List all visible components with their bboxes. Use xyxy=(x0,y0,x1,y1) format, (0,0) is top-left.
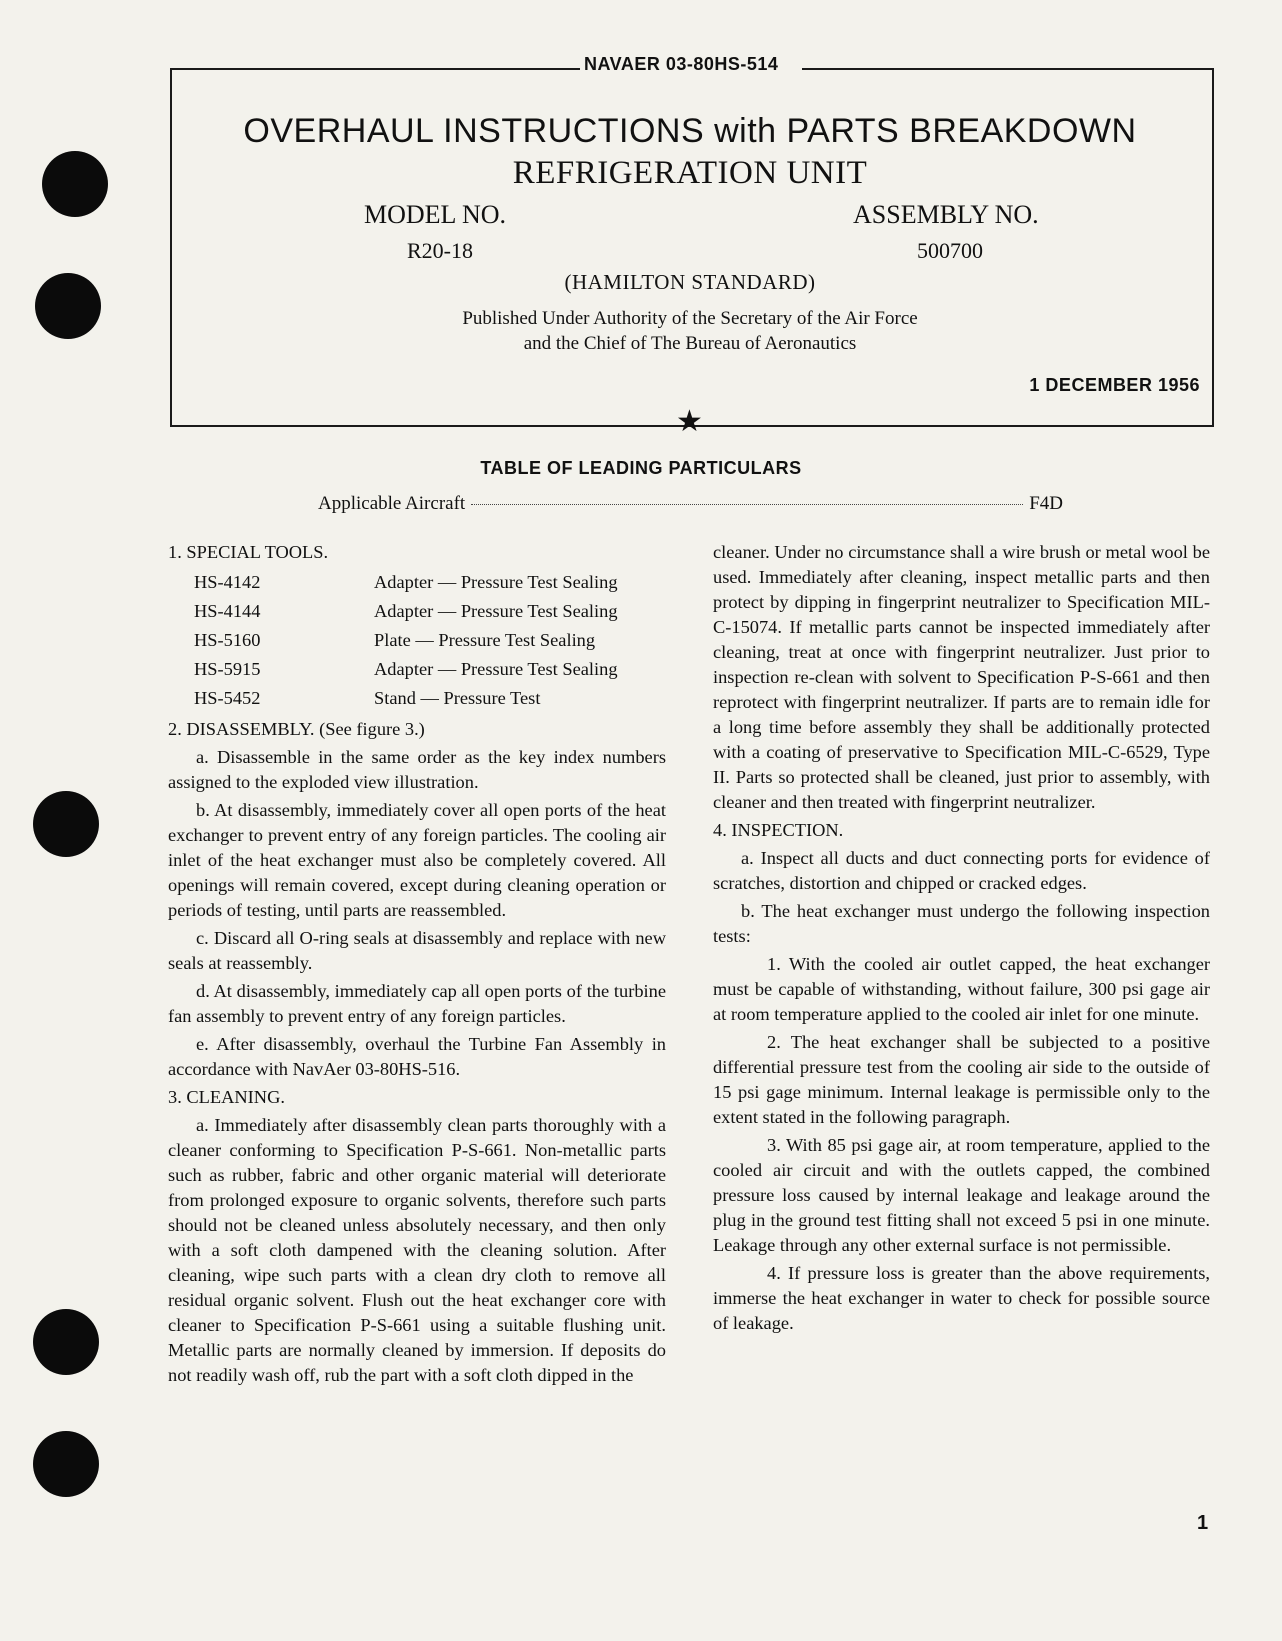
star-icon: ★ xyxy=(676,405,703,438)
right-column xyxy=(713,540,1210,1339)
left-column xyxy=(168,540,666,1391)
tool-code: HS-5160 xyxy=(194,630,261,650)
disassembly-paragraph-d: d. At disassembly, immediately cap all open ports of the turbine fan assembly to prevent entry of any foreign particles. xyxy=(168,981,666,1026)
document-number: NAVAER 03-80HS-514 xyxy=(584,54,779,74)
applicable-aircraft-label: Applicable Aircraft xyxy=(318,493,466,514)
list-item xyxy=(194,684,666,713)
tool-name: Plate — Pressure Test Sealing xyxy=(374,630,596,650)
header-box-top-left-rule xyxy=(170,68,580,70)
list-item xyxy=(194,655,666,684)
cleaning-paragraph-a: a. Immediately after disassembly clean parts thoroughly with a cleaner conforming to Specification P-S-661. Non-metallic parts such as rubber, fabric and other organic material will deteriorate from prolonged exposure to organic solvents, therefore such parts should not be cleaned unless absolutely necessary, and then only with a soft cloth dampened with the cleaning solution. After cleaning, wipe such parts with a clean dry cloth to remove all residual organic solvent. Flush out the heat exchanger core with cleaner to Specification P-S-661 using a suitable flushing unit. Metallic parts are normally cleaned by immersion. If deposits do not readily wash off, rub the part with a soft cloth dipped in the xyxy=(168,1115,666,1385)
model-label: MODEL NO. xyxy=(364,200,507,229)
disassembly-paragraph-e: e. After disassembly, overhaul the Turbine Fan Assembly in accordance with NavAer 03-80HS-516. xyxy=(168,1034,666,1079)
binder-hole xyxy=(35,273,101,339)
inspection-test-2: 2. The heat exchanger shall be subjected to a positive differential pressure test from the cooling air side to the outside of 15 psi gage minimum. Internal leakage is permissible only to the extent stated in the following paragraph. xyxy=(713,1032,1210,1127)
page-number: 1 xyxy=(1197,1512,1209,1534)
document-subtitle: REFRIGERATION UNIT xyxy=(512,155,868,191)
tool-name: Adapter — Pressure Test Sealing xyxy=(374,659,618,679)
special-tools-heading: 1. SPECIAL TOOLS. xyxy=(168,542,329,562)
disassembly-heading: 2. DISASSEMBLY. (See figure 3.) xyxy=(168,719,425,739)
assembly-value: 500700 xyxy=(917,238,983,263)
inspection-paragraph-b: b. The heat exchanger must undergo the following inspection tests: xyxy=(713,901,1210,946)
disassembly-paragraph-a: a. Disassemble in the same order as the key index numbers assigned to the exploded view illustration. xyxy=(168,747,666,792)
cleaning-heading: 3. CLEANING. xyxy=(168,1087,285,1107)
manufacturer: (HAMILTON STANDARD) xyxy=(564,270,816,294)
binder-hole xyxy=(33,1309,99,1375)
list-item xyxy=(194,626,666,655)
model-value: R20-18 xyxy=(407,238,473,263)
leading-particulars-row xyxy=(318,493,1063,515)
inspection-test-3: 3. With 85 psi gage air, at room temperature, applied to the cooled air circuit and with the outlets capped, the combined pressure loss caused by internal leakage and leakage around the plug in the ground test fitting shall not exceed 5 psi in one minute. Leakage through any other external surface is not permissible. xyxy=(713,1135,1210,1255)
binder-hole xyxy=(33,1431,99,1497)
publication-date: 1 DECEMBER 1956 xyxy=(1029,375,1200,395)
tool-name: Adapter — Pressure Test Sealing xyxy=(374,572,618,592)
cleaning-paragraph-a-continued: cleaner. Under no circumstance shall a wire brush or metal wool be used. Immediately after cleaning, inspect metallic parts and then protect by dipping in fingerprint neutralizer to Specification MIL-C-15074. If metallic parts cannot be inspected immediately after cleaning, treat at once with fingerprint neutralizer. Just prior to inspection re-clean with solvent to Specification P-S-661 and then reprotect with fingerprint neutralizer. If parts are to remain idle for a long time before assembly they shall be additionally protected with a coating of preservative to Specification MIL-C-6529, Type II. Parts so protected shall be cleaned, just prior to assembly, with cleaner and then treated with fingerprint neutralizer. xyxy=(713,542,1210,812)
header-box-bottom-left-rule xyxy=(170,425,668,427)
dot-leader xyxy=(471,504,1023,505)
authority-line-2: and the Chief of The Bureau of Aeronautics xyxy=(523,333,857,354)
tool-name: Adapter — Pressure Test Sealing xyxy=(374,601,618,621)
header-box-bottom-right-rule xyxy=(712,425,1214,427)
assembly-label: ASSEMBLY NO. xyxy=(853,200,1039,229)
disassembly-paragraph-b: b. At disassembly, immediately cover all open ports of the heat exchanger to prevent entry of any foreign particles. The cooling air inlet of the heat exchanger must also be completely covered. All openings will remain covered, except during cleaning operation or periods of testing, until parts are reassembled. xyxy=(168,800,666,920)
tool-name: Stand — Pressure Test xyxy=(374,688,541,708)
inspection-paragraph-a: a. Inspect all ducts and duct connecting ports for evidence of scratches, distortion and chipped or cracked edges. xyxy=(713,848,1210,893)
inspection-test-1: 1. With the cooled air outlet capped, the heat exchanger must be capable of withstanding, without failure, 300 psi gage air at room temperature applied to the cooled air inlet for one minute. xyxy=(713,954,1210,1024)
list-item xyxy=(194,597,666,626)
tool-code: HS-4142 xyxy=(194,572,261,592)
applicable-aircraft-value: F4D xyxy=(1029,493,1063,514)
leading-particulars-title: TABLE OF LEADING PARTICULARS xyxy=(480,458,802,478)
special-tools-list xyxy=(194,568,666,713)
binder-hole xyxy=(33,791,99,857)
inspection-heading: 4. INSPECTION. xyxy=(713,820,844,840)
inspection-test-4: 4. If pressure loss is greater than the above requirements, immerse the heat exchanger in water to check for possible source of leakage. xyxy=(713,1263,1210,1333)
document-title: OVERHAUL INSTRUCTIONS with PARTS BREAKDOWN xyxy=(243,112,1137,150)
binder-hole xyxy=(42,151,108,217)
tool-code: HS-5915 xyxy=(194,659,261,679)
disassembly-paragraph-c: c. Discard all O-ring seals at disassembly and replace with new seals at reassembly. xyxy=(168,928,666,973)
authority-line-1: Published Under Authority of the Secretary of the Air Force xyxy=(462,308,918,329)
tool-code: HS-5452 xyxy=(194,688,261,708)
header-box-top-right-rule xyxy=(802,68,1214,70)
tool-code: HS-4144 xyxy=(194,601,261,621)
list-item xyxy=(194,568,666,597)
